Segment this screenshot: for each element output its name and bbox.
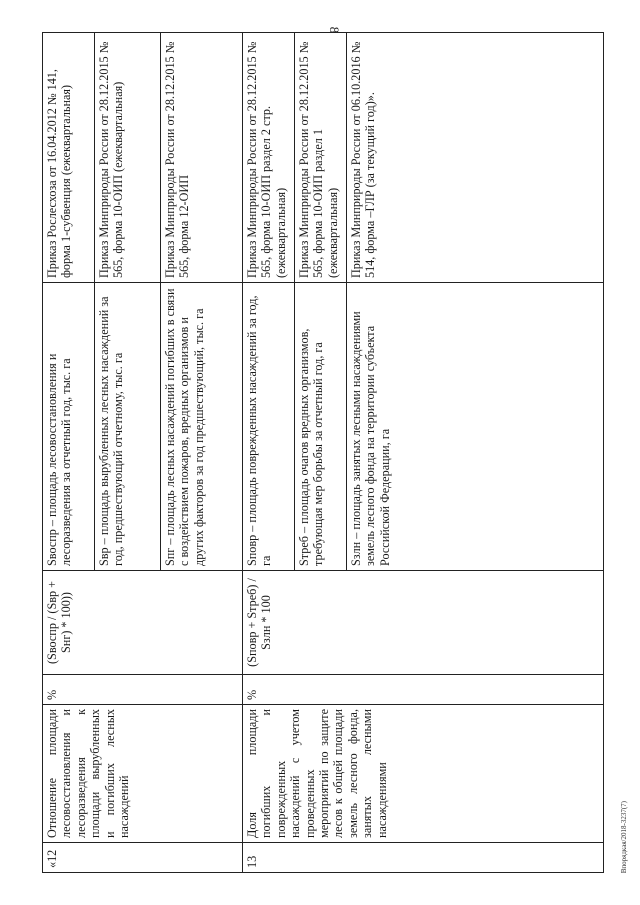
rotated-table-wrapper <box>42 33 604 873</box>
variable-description: Sпг – площадь лесных насаждений погибших в связи с воздействием пожаров, вредных организмов и других факторов за год предшествующий, тыс. га <box>161 283 243 571</box>
indicators-table <box>42 32 604 873</box>
unit-cell: % <box>243 675 604 705</box>
document-footer: Впорядкая/2018-3237(7) <box>620 800 628 873</box>
data-source: Приказ Минприроды России от 28.12.2015 № 565, форма 12-ОИП <box>161 33 243 283</box>
unit-cell: % <box>43 675 243 705</box>
row-number: 13 <box>243 843 604 873</box>
formula-cell: (Sвоспр / (Sвр + Sнг) * 100)) <box>43 571 243 675</box>
indicator-name: Отношение площади лесовосстановления и лесоразведения к площади вырубленных и погибших лесных насаждений <box>43 705 243 843</box>
variable-description: Sвоспр – площадь лесовосстановления и лесоразведения за отчетный год, тыс. га <box>43 283 95 571</box>
variable-description: Sзлн – площадь занятых лесными насаждениями земель лесного фонда на территории субъекта Российской Федерации, га <box>347 283 604 571</box>
formula-cell: (Sповр + Sтреб) / Sзлн * 100 <box>243 571 604 675</box>
data-source: Приказ Рослесхоза от 16.04.2012 № 141, форма 1-субвенция (ежеквартальная) <box>43 33 95 283</box>
variable-description: Sповр – площадь поврежденных насаждений за год, га <box>243 283 295 571</box>
data-source: Приказ Минприроды России от 06.10.2016 № 514, форма –ГЛР (за текущий год)». <box>347 33 604 283</box>
variable-description: Sтреб – площадь очагов вредных организмов, требующая мер борьбы за отчетный год, га <box>295 283 347 571</box>
data-source: Приказ Минприроды России от 28.12.2015 № 565, форма 10-ОИП (ежеквартальная) <box>95 33 161 283</box>
indicator-name: Доля площади погибших и поврежденных насаждений с учетом проведенных мероприятий по защите лесов к общей площади земель лесного фонда, занятых лесными насаждениями <box>243 705 604 843</box>
table-row <box>243 33 295 873</box>
page-number: 8 <box>327 26 342 34</box>
table-row <box>43 33 95 873</box>
variable-description: Sвр – площадь вырубленных лесных насаждений за год, предшествующий отчетному, тыс. га <box>95 283 161 571</box>
data-source: Приказ Минприроды России от 28.12.2015 № 565, форма 10-ОИП раздел 1 (ежеквартальная) <box>295 33 347 283</box>
row-number: «12 <box>43 843 243 873</box>
data-source: Приказ Минприроды России от 28.12.2015 № 565, форма 10-ОИП раздел 2 стр. (ежеквартальная) <box>243 33 295 283</box>
